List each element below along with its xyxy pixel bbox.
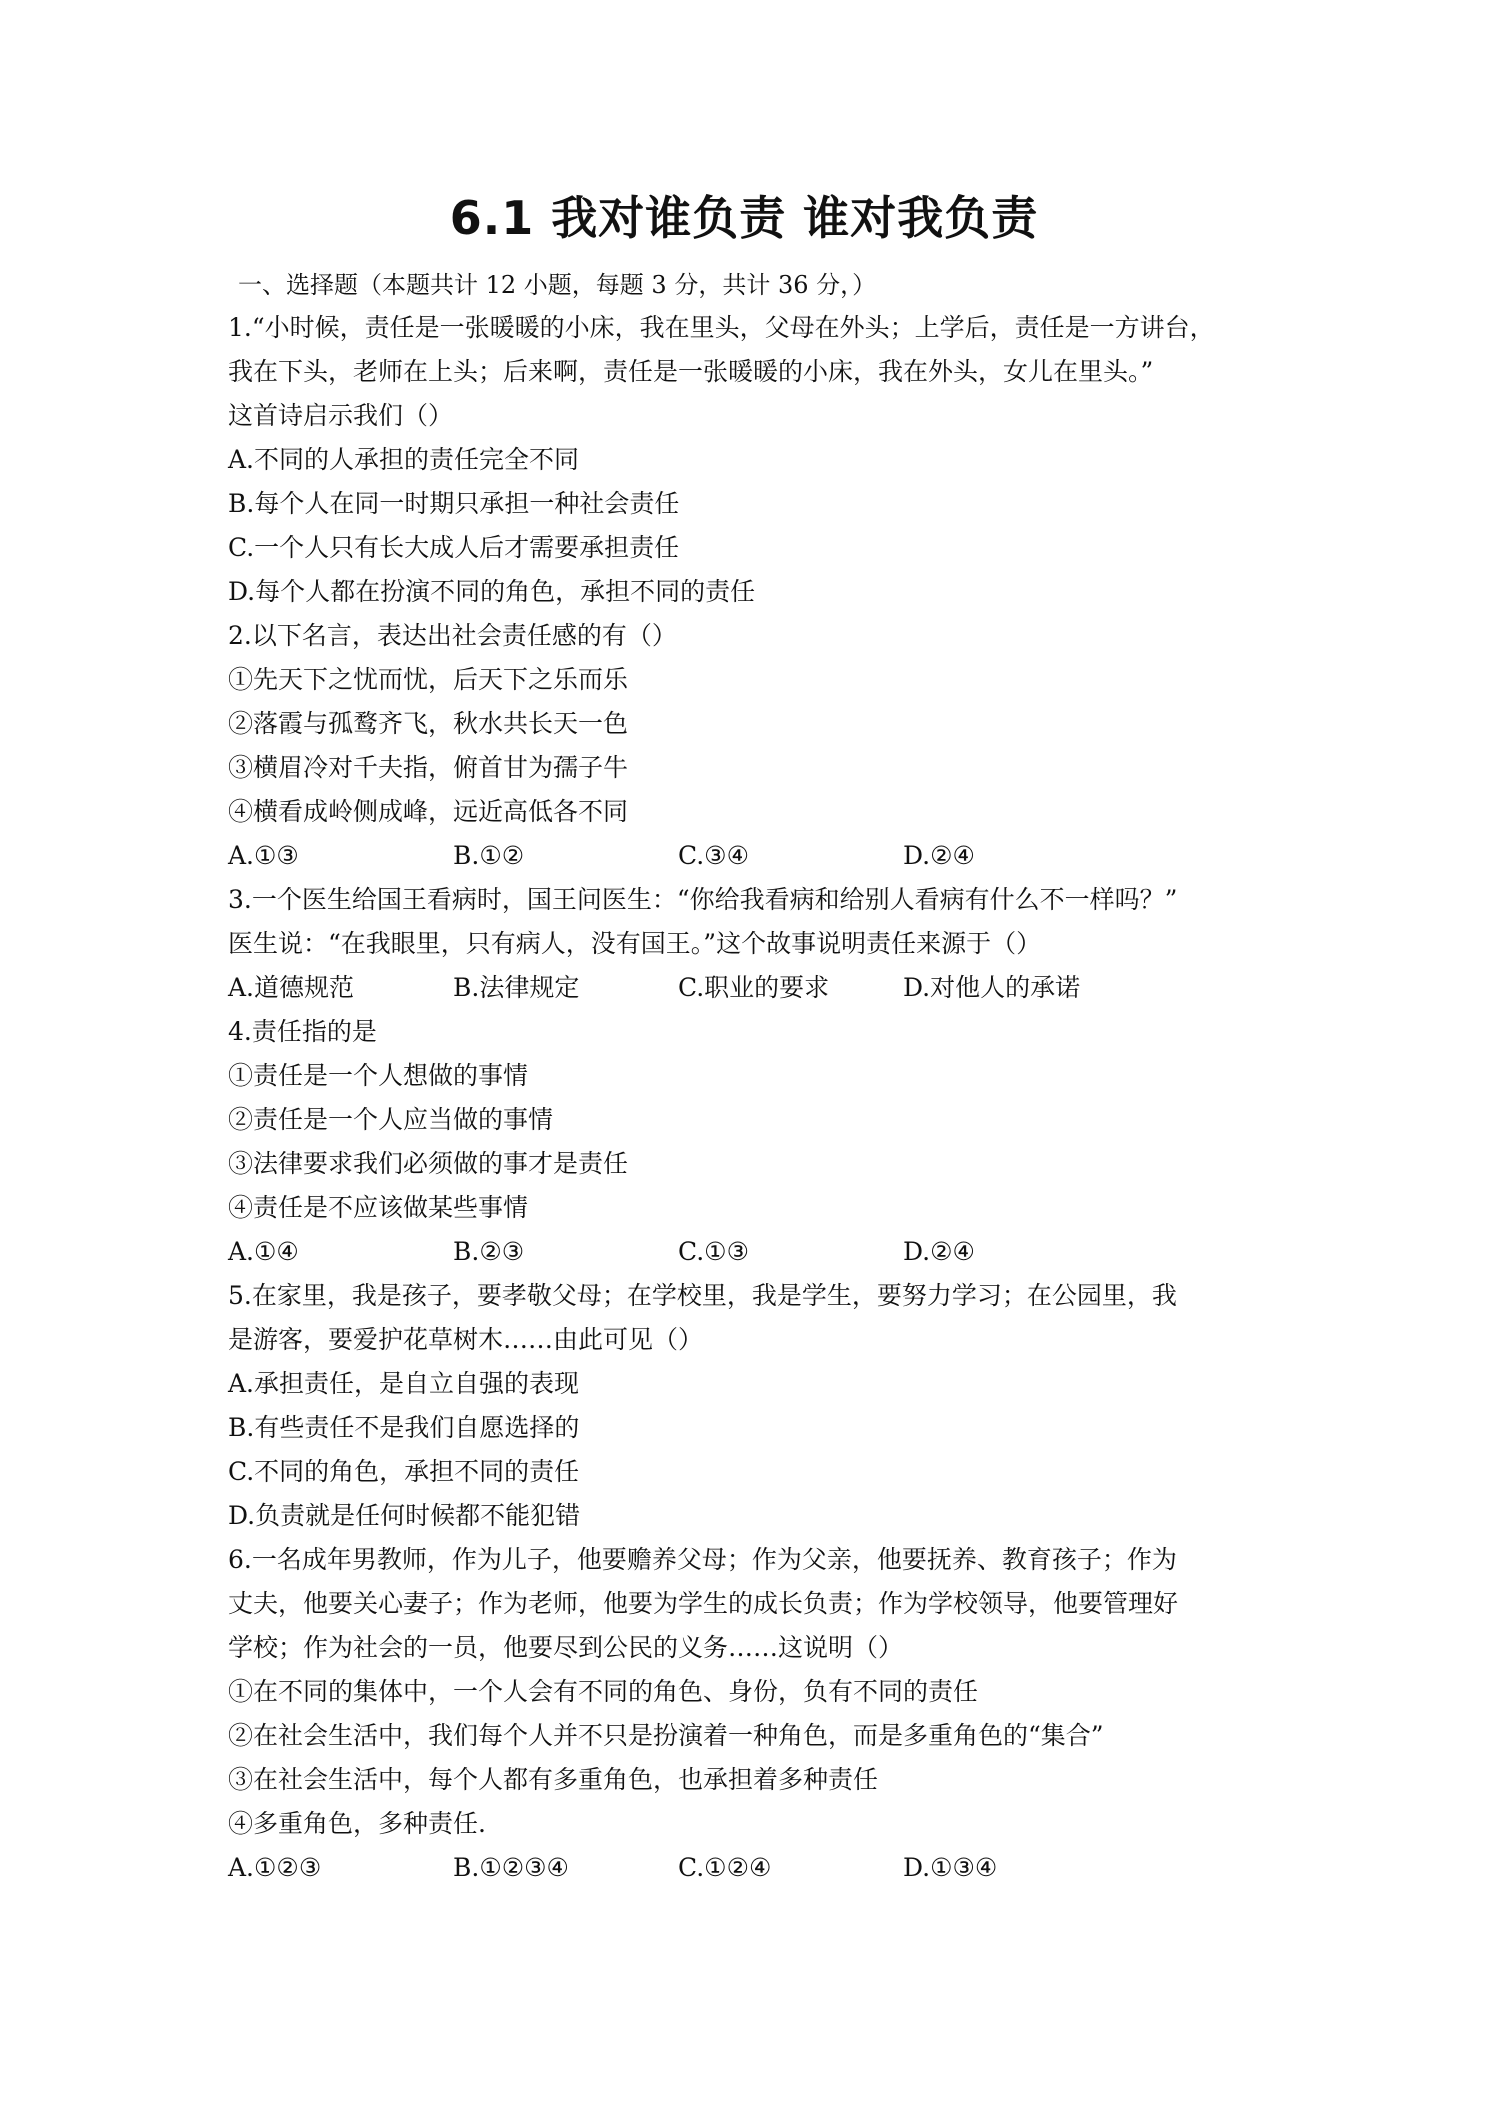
question-stem-line: 是游客，要爱护花草树木……由此可见（） [228, 1325, 704, 1354]
statement-item: ④多重角色，多种责任. [228, 1809, 486, 1838]
question-stem-line: 这首诗启示我们（） [228, 401, 454, 430]
question-6 [228, 1538, 1280, 1890]
question-stem-line: 丈夫，他要关心妻子；作为老师，他要为学生的成长负责；作为学校领导，他要管理好 [228, 1589, 1179, 1618]
statement-item: ①在不同的集体中，一个人会有不同的角色、身份，负有不同的责任 [228, 1677, 979, 1706]
answer-option: C.不同的角色，承担不同的责任 [228, 1457, 580, 1486]
question-stem-line: 2.以下名言，表达出社会责任感的有（） [228, 621, 677, 650]
statement-item: ③在社会生活中，每个人都有多重角色，也承担着多种责任 [228, 1765, 879, 1794]
answer-option: A.①③ [228, 841, 299, 870]
answer-option: A.①④ [228, 1237, 299, 1266]
answer-option: D.②④ [903, 841, 975, 870]
question-list [228, 306, 1280, 1890]
answer-option: C.③④ [678, 841, 750, 870]
answer-option: A.①②③ [228, 1853, 322, 1882]
answer-options-row [228, 834, 1280, 878]
statement-item: ③横眉冷对千夫指，俯首甘为孺子牛 [228, 753, 629, 782]
statement-item: ③法律要求我们必须做的事才是责任 [228, 1149, 629, 1178]
question-stem-line: 4.责任指的是 [228, 1017, 377, 1046]
statement-item: ②责任是一个人应当做的事情 [228, 1105, 554, 1134]
answer-option: D.②④ [903, 1237, 975, 1266]
question-3 [228, 878, 1280, 1010]
answer-option: B.①②③④ [453, 1853, 569, 1882]
section-heading: 一、选择题（本题共计 12 小题，每题 3 分，共计 36 分，） [238, 271, 877, 299]
answer-option: B.①② [453, 841, 525, 870]
answer-option: B.法律规定 [453, 973, 580, 1002]
answer-option: B.有些责任不是我们自愿选择的 [228, 1413, 580, 1442]
answer-options-row [228, 1846, 1280, 1890]
statement-item: ④横看成岭侧成峰，远近高低各不同 [228, 797, 629, 826]
question-5 [228, 1274, 1280, 1538]
question-1 [228, 306, 1280, 614]
answer-options-row [228, 1230, 1280, 1274]
statement-item: ②在社会生活中，我们每个人并不只是扮演着一种角色，而是多重角色的“集合” [228, 1721, 1104, 1750]
answer-option: A.承担责任，是自立自强的表现 [228, 1369, 580, 1398]
question-stem-line: 学校；作为社会的一员，他要尽到公民的义务……这说明（） [228, 1633, 904, 1662]
answer-options-row [228, 966, 1280, 1010]
answer-option: B.②③ [453, 1237, 525, 1266]
answer-option: D.①③④ [903, 1853, 998, 1882]
statement-item: ②落霞与孤鹜齐飞，秋水共长天一色 [228, 709, 629, 738]
answer-option: C.①③ [678, 1237, 750, 1266]
question-stem-line: 我在下头，老师在上头；后来啊，责任是一张暖暖的小床，我在外头，女儿在里头。” [228, 357, 1154, 386]
statement-item: ①责任是一个人想做的事情 [228, 1061, 529, 1090]
statement-item: ④责任是不应该做某些事情 [228, 1193, 529, 1222]
question-4 [228, 1010, 1280, 1274]
answer-option: C.一个人只有长大成人后才需要承担责任 [228, 533, 680, 562]
question-2 [228, 614, 1280, 878]
statement-item: ①先天下之忧而忧，后天下之乐而乐 [228, 665, 629, 694]
answer-option: D.负责就是任何时候都不能犯错 [228, 1501, 581, 1530]
question-stem-line: 1.“小时候，责任是一张暖暖的小床，我在里头，父母在外头；上学后，责任是一方讲台， [228, 313, 1215, 342]
question-stem-line: 医生说：“在我眼里，只有病人，没有国王。”这个故事说明责任来源于（） [228, 929, 1042, 958]
question-stem-line: 6.一名成年男教师，作为儿子，他要赡养父母；作为父亲，他要抚养、教育孩子；作为 [228, 1545, 1177, 1574]
answer-option: C.职业的要求 [678, 973, 830, 1002]
question-stem-line: 3.一个医生给国王看病时，国王问医生：“你给我看病和给别人看病有什么不一样吗？” [228, 885, 1178, 914]
answer-option: C.①②④ [678, 1853, 772, 1882]
answer-option: D.对他人的承诺 [903, 973, 1081, 1002]
answer-option: A.道德规范 [228, 973, 355, 1002]
question-stem-line: 5.在家里，我是孩子，要孝敬父母；在学校里，我是学生，要努力学习；在公园里，我 [228, 1281, 1177, 1310]
answer-option: A.不同的人承担的责任完全不同 [228, 445, 580, 474]
answer-option: D.每个人都在扮演不同的角色，承担不同的责任 [228, 577, 756, 606]
answer-option: B.每个人在同一时期只承担一种社会责任 [228, 489, 680, 518]
page-title: 6.1 我对谁负责 谁对我负责 [449, 191, 1039, 245]
